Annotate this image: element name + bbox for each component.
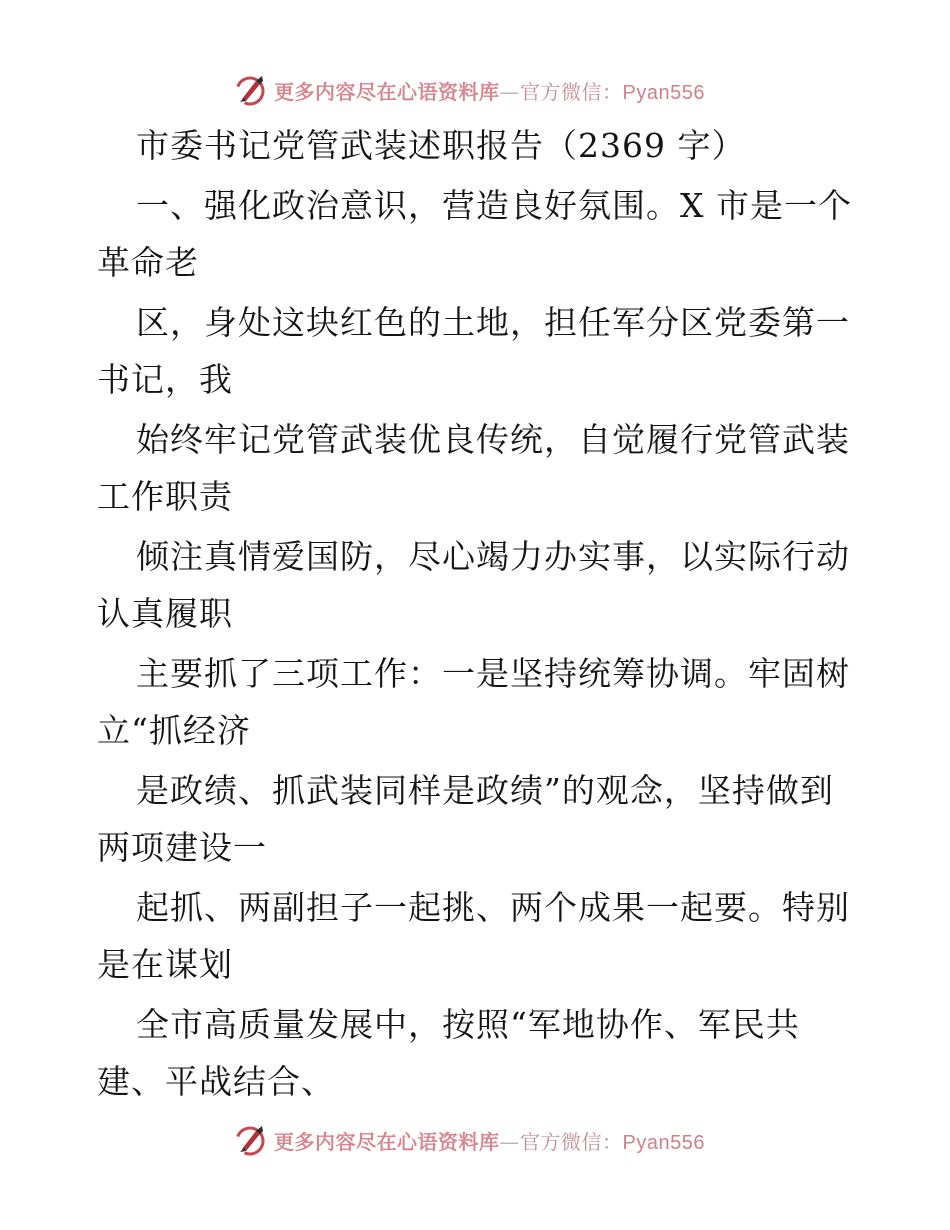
body-line: 一、强化政治意识，营造良好氛围。X 市是一个 (136, 186, 852, 225)
body-line: 是在谋划 (97, 945, 233, 984)
quill-pen-logo-icon (232, 72, 268, 108)
watermark-main-text: 更多内容尽在心语资料库 (274, 1129, 500, 1154)
header-watermark (232, 70, 705, 110)
body-line: 建、平战结合、 (97, 1062, 335, 1101)
watermark-sub-text: 官方微信： (520, 1129, 623, 1154)
body-line: 认真履职 (97, 594, 233, 633)
watermark-dash: — (499, 79, 520, 104)
watermark-sub-text: 官方微信： (520, 79, 623, 104)
body-line: 全市高质量发展中，按照“军地协作、军民共 (136, 1005, 800, 1044)
watermark-text (274, 1126, 705, 1155)
body-line: 倾注真情爱国防，尽心竭力办实事，以实际行动 (136, 537, 850, 576)
body-line: 起抓、两副担子一起挑、两个成果一起要。特别 (136, 888, 850, 927)
body-line: 区，身处这块红色的土地，担任军分区党委第一 (136, 303, 850, 342)
body-line: 始终牢记党管武装优良传统，自觉履行党管武装 (136, 420, 850, 459)
body-line: 两项建设一 (97, 828, 267, 867)
watermark-text (274, 76, 705, 105)
body-line: 书记，我 (97, 360, 233, 399)
body-line: 立“抓经济 (97, 711, 251, 750)
footer-watermark (232, 1120, 705, 1160)
watermark-dash: — (499, 1129, 520, 1154)
watermark-main-text: 更多内容尽在心语资料库 (274, 79, 500, 104)
watermark-account: Pyan556 (622, 1131, 705, 1154)
watermark-account: Pyan556 (622, 81, 705, 104)
body-line: 主要抓了三项工作：一是坚持统筹协调。牢固树 (136, 654, 850, 693)
document-title: 市委书记党管武装述职报告（2369 字） (136, 126, 746, 165)
quill-pen-logo-icon (232, 1122, 268, 1158)
body-line: 工作职责 (97, 477, 233, 516)
body-line: 革命老 (97, 243, 199, 282)
body-line: 是政绩、抓武装同样是政绩”的观念，坚持做到 (136, 771, 834, 810)
